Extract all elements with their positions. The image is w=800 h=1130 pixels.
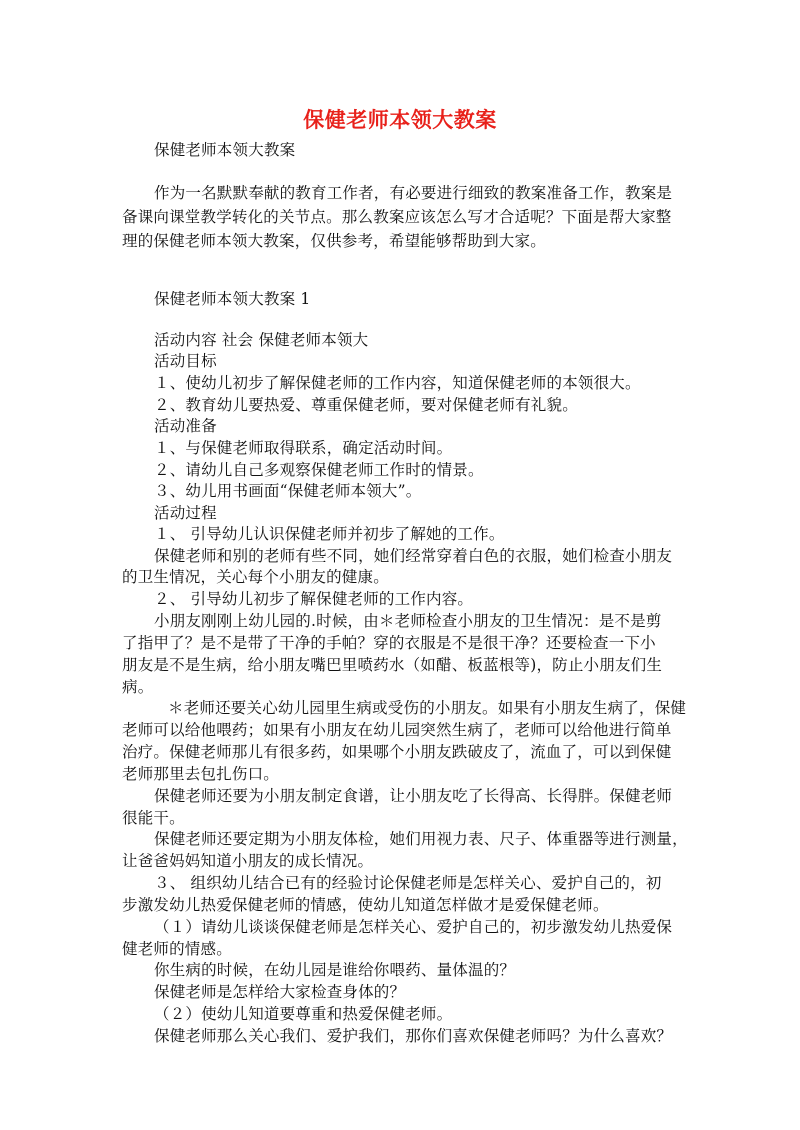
paragraph-line: 小朋友刚刚上幼儿园的.时候，由＊老师检查小朋友的卫生情况：是不是剪 [154, 612, 662, 630]
prep-item: １、与保健老师取得联系，确定活动时间。 [154, 439, 453, 457]
paragraph-line: 治疗。保健老师那儿有很多药，如果哪个小朋友跌破皮了，流血了，可以到保健 [122, 743, 672, 761]
paragraph-line: 老师可以给他喂药；如果有小朋友在幼儿园突然生病了，老师可以给他进行简单 [122, 721, 672, 739]
document-title: 保健老师本领大教案 [303, 107, 497, 132]
process-step: ３、 组织幼儿结合已有的经验讨论保健老师是怎样关心、爱护自己的，初 [154, 874, 662, 892]
intro-line: 备课向课堂教学转化的关节点。那么教案应该怎么写才合适呢？下面是帮大家整 [122, 208, 672, 226]
prep-heading: 活动准备 [154, 417, 217, 435]
section-heading: 保健老师本领大教案 1 [154, 290, 311, 308]
intro-line: 作为一名默默奉献的教育工作者，有必要进行细致的教案准备工作，教案是 [154, 184, 673, 202]
paragraph-line: 步激发幼儿热爱保健老师的情感，使幼儿知道怎样做才是爱保健老师。 [122, 896, 609, 914]
prep-item: ３、幼儿用书画面“保健老师本领大”。 [154, 482, 422, 500]
paragraph-line: 很能干。 [122, 809, 185, 827]
document-subtitle: 保健老师本领大教案 [154, 141, 296, 159]
paragraph-line: 了指甲了？是不是带了干净的手帕？穿的衣服是不是很干净？还要检查一下小 [122, 634, 656, 652]
activity-content: 活动内容 社会 保健老师本领大 [154, 331, 369, 349]
paragraph-line: 保健老师那么关心我们、爱护我们，那你们喜欢保健老师吗？为什么喜欢？ [154, 1027, 673, 1045]
paragraph-line: （２）使幼儿知道要尊重和热爱保健老师。 [154, 1005, 453, 1023]
paragraph-line: （１）请幼儿谈谈保健老师是怎样关心、爱护自己的，初步激发幼儿热爱保 [154, 918, 673, 936]
process-step: １、 引导幼儿认识保健老师并初步了解她的工作。 [154, 525, 505, 543]
paragraph-line: 保健老师和别的老师有些不同，她们经常穿着白色的衣服，她们检查小朋友 [154, 547, 673, 565]
paragraph-line: 你生病的时候，在幼儿园是谁给你喂药、量体温的？ [154, 961, 516, 979]
paragraph-line: 保健老师是怎样给大家检查身体的？ [154, 983, 406, 1001]
prep-item: ２、请幼儿自己多观察保健老师工作时的情景。 [154, 461, 484, 479]
process-step: ２、 引导幼儿初步了解保健老师的工作内容。 [154, 590, 474, 608]
paragraph-line: 保健老师还要为小朋友制定食谱，让小朋友吃了长得高、长得胖。保健老师 [154, 787, 673, 805]
paragraph-line: 的卫生情况，关心每个小朋友的健康。 [122, 568, 389, 586]
paragraph-line: 让爸爸妈妈知道小朋友的成长情况。 [122, 852, 374, 870]
intro-line: 理的保健老师本领大教案，仅供参考，希望能够帮助到大家。 [122, 232, 546, 250]
process-heading: 活动过程 [154, 504, 217, 522]
goal-item: ２、教育幼儿要热爱、尊重保健老师，要对保健老师有礼貌。 [154, 396, 578, 414]
goals-heading: 活动目标 [154, 352, 217, 370]
paragraph-line: ＊老师还要关心幼儿园里生病或受伤的小朋友。如果有小朋友生病了，保健 [168, 699, 687, 717]
paragraph-line: 健老师的情感。 [122, 940, 232, 958]
paragraph-line: 老师那里去包扎伤口。 [122, 765, 280, 783]
paragraph-line: 朋友是不是生病，给小朋友嘴巴里喷药水（如醋、板蓝根等)，防止小朋友们生 [122, 656, 663, 674]
paragraph-line: 保健老师还要定期为小朋友体检，她们用视力表、尺子、体重器等进行测量， [154, 830, 688, 848]
paragraph-line: 病。 [122, 678, 154, 696]
goal-item: １、使幼儿初步了解保健老师的工作内容，知道保健老师的本领很大。 [154, 374, 641, 392]
